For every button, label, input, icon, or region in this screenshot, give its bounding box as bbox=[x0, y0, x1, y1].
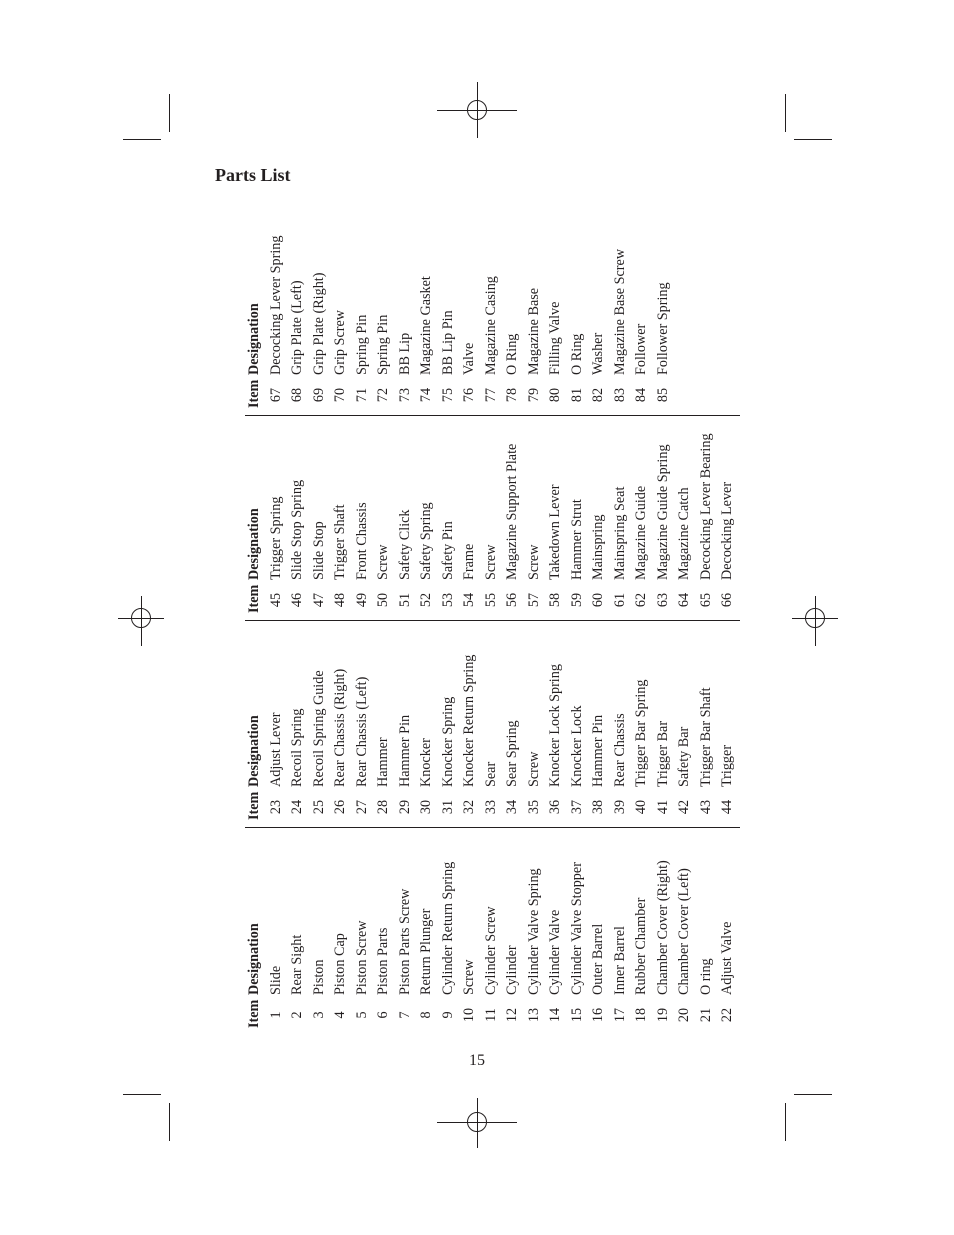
item-designation: Frame bbox=[461, 543, 477, 580]
item-number: 57 bbox=[525, 592, 542, 608]
item-number: 55 bbox=[482, 592, 499, 608]
item-number: 3 bbox=[310, 1011, 327, 1019]
item-number: 12 bbox=[504, 1007, 520, 1023]
item-designation: Piston Cap bbox=[332, 933, 348, 995]
item-designation: Piston Screw bbox=[353, 920, 370, 995]
item-number: 54 bbox=[461, 592, 477, 608]
crop-mark bbox=[123, 139, 161, 140]
item-designation: Grip Plate (Left) bbox=[289, 280, 305, 375]
item-designation: Hammer Pin bbox=[396, 714, 413, 787]
column-divider bbox=[245, 415, 740, 416]
registration-mark-right bbox=[792, 596, 838, 646]
item-designation: Decocking Lever Spring bbox=[267, 235, 284, 375]
item-designation: Trigger Shaft bbox=[332, 504, 348, 580]
item-designation: Slide Stop Spring bbox=[289, 479, 305, 580]
item-designation: Slide bbox=[267, 965, 284, 995]
item-number: 4 bbox=[332, 1011, 348, 1019]
item-designation: Hammer Pin bbox=[590, 714, 606, 787]
item-designation: Magazine Base Screw bbox=[611, 248, 628, 375]
item-designation: Knocker bbox=[418, 738, 434, 787]
item-number: 45 bbox=[267, 592, 284, 608]
item-number: 23 bbox=[267, 799, 284, 815]
item-number: 47 bbox=[310, 592, 327, 608]
item-designation: Piston Parts Screw bbox=[396, 888, 413, 995]
item-number: 5 bbox=[353, 1011, 370, 1019]
item-number: 76 bbox=[461, 387, 477, 403]
parts-column bbox=[245, 201, 745, 416]
registration-mark-top bbox=[437, 82, 517, 138]
crop-mark bbox=[169, 1103, 170, 1141]
item-designation: Hammer bbox=[375, 737, 391, 787]
item-designation: Slide Stop bbox=[310, 521, 327, 580]
item-number: 70 bbox=[332, 387, 348, 403]
header-designation: Designation bbox=[246, 923, 262, 995]
item-designation: Cylinder Screw bbox=[482, 906, 499, 995]
item-number: 66 bbox=[719, 592, 735, 608]
item-designation: Adjust Valve bbox=[719, 921, 735, 995]
item-designation: Cylinder Return Spring bbox=[439, 861, 456, 995]
item-designation: Chamber Cover (Left) bbox=[676, 868, 692, 995]
item-number: 52 bbox=[418, 592, 434, 608]
item-number: 15 bbox=[568, 1007, 585, 1023]
item-designation: Piston Parts bbox=[375, 927, 391, 995]
crop-mark bbox=[785, 94, 786, 132]
header-item: Item bbox=[246, 584, 262, 613]
item-designation: Piston bbox=[310, 959, 327, 995]
item-designation: Inner Barrel bbox=[611, 926, 628, 995]
item-designation: O ring bbox=[697, 958, 714, 995]
item-designation: Sear Spring bbox=[504, 720, 520, 787]
item-number: 83 bbox=[611, 387, 628, 403]
item-designation: Spring Pin bbox=[375, 314, 391, 375]
item-designation: Spring Pin bbox=[353, 314, 370, 375]
page-number: 15 bbox=[469, 1052, 485, 1069]
item-number: 9 bbox=[439, 1011, 456, 1019]
item-number: 68 bbox=[289, 387, 305, 403]
item-designation: Cylinder Valve Stopper bbox=[568, 862, 585, 995]
item-number: 17 bbox=[611, 1007, 628, 1023]
item-designation: Magazine Support Plate bbox=[504, 443, 520, 580]
item-number: 81 bbox=[568, 387, 585, 403]
item-designation: Cylinder Valve bbox=[547, 909, 563, 995]
registration-mark-left bbox=[118, 596, 164, 646]
header-designation: Designation bbox=[246, 508, 262, 580]
item-designation: O Ring bbox=[568, 333, 585, 375]
item-designation: Trigger Bar bbox=[654, 720, 671, 787]
item-designation: Grip Screw bbox=[332, 309, 348, 375]
item-number: 78 bbox=[504, 387, 520, 403]
item-number: 11 bbox=[482, 1008, 499, 1022]
parts-column bbox=[245, 406, 745, 621]
item-designation: BB Lip Pin bbox=[439, 310, 456, 375]
item-designation: Screw bbox=[375, 544, 391, 580]
item-designation: Rear Chassis (Left) bbox=[353, 676, 370, 787]
item-number: 64 bbox=[676, 592, 692, 608]
item-number: 41 bbox=[654, 799, 671, 815]
item-number: 2 bbox=[289, 1011, 305, 1019]
item-number: 50 bbox=[375, 592, 391, 608]
item-designation: Trigger bbox=[719, 744, 735, 787]
item-number: 36 bbox=[547, 799, 563, 815]
item-designation: Return Plunger bbox=[418, 908, 434, 995]
item-designation: Mainspring Seat bbox=[611, 486, 628, 580]
item-number: 38 bbox=[590, 799, 606, 815]
parts-column bbox=[245, 613, 745, 828]
crop-mark bbox=[785, 1103, 786, 1141]
item-designation: Hammer Strut bbox=[568, 499, 585, 580]
header-designation: Designation bbox=[246, 715, 262, 787]
item-designation: O Ring bbox=[504, 333, 520, 375]
item-designation: Knocker Return Spring bbox=[461, 654, 477, 787]
item-number: 60 bbox=[590, 592, 606, 608]
item-number: 58 bbox=[547, 592, 563, 608]
item-designation: Follower bbox=[633, 323, 649, 375]
item-number: 8 bbox=[418, 1011, 434, 1019]
item-number: 40 bbox=[633, 799, 649, 815]
item-number: 32 bbox=[461, 799, 477, 815]
item-number: 6 bbox=[375, 1011, 391, 1019]
item-number: 34 bbox=[504, 799, 520, 815]
item-number: 13 bbox=[525, 1007, 542, 1023]
item-number: 80 bbox=[547, 387, 563, 403]
item-number: 31 bbox=[439, 799, 456, 815]
item-number: 18 bbox=[633, 1007, 649, 1023]
item-designation: BB Lip bbox=[396, 332, 413, 375]
item-designation: Safety Pin bbox=[439, 521, 456, 580]
item-designation: Cylinder Valve Spring bbox=[525, 868, 542, 995]
item-number: 82 bbox=[590, 387, 606, 403]
crop-mark bbox=[794, 1094, 832, 1095]
item-designation: Rear Chassis (Right) bbox=[332, 668, 348, 787]
item-designation: Recoil Spring Guide bbox=[310, 670, 327, 787]
item-number: 73 bbox=[396, 387, 413, 403]
item-designation: Knocker Spring bbox=[439, 696, 456, 787]
item-designation: Screw bbox=[525, 544, 542, 580]
item-designation: Recoil Spring bbox=[289, 708, 305, 787]
item-designation: Takedown Lever bbox=[547, 484, 563, 580]
item-number: 53 bbox=[439, 592, 456, 608]
item-number: 16 bbox=[590, 1007, 606, 1023]
item-designation: Knocker Lock bbox=[568, 705, 585, 787]
item-number: 10 bbox=[461, 1007, 477, 1023]
item-number: 21 bbox=[697, 1007, 714, 1023]
crop-mark bbox=[123, 1094, 161, 1095]
item-designation: Screw bbox=[482, 544, 499, 580]
item-number: 44 bbox=[719, 799, 735, 815]
item-designation: Safety Spring bbox=[418, 502, 434, 580]
item-designation: Grip Plate (Right) bbox=[310, 272, 327, 375]
item-number: 77 bbox=[482, 387, 499, 403]
item-number: 20 bbox=[676, 1007, 692, 1023]
item-designation: Follower Spring bbox=[654, 282, 671, 375]
header-item: Item bbox=[246, 999, 262, 1028]
item-designation: Magazine Base bbox=[525, 287, 542, 375]
column-divider bbox=[245, 620, 740, 621]
item-number: 51 bbox=[396, 592, 413, 608]
item-designation: Safety Bar bbox=[676, 726, 692, 787]
item-number: 65 bbox=[697, 592, 714, 608]
item-number: 22 bbox=[719, 1007, 735, 1023]
item-designation: Valve bbox=[461, 342, 477, 375]
item-number: 14 bbox=[547, 1007, 563, 1023]
registration-mark-bottom bbox=[437, 1098, 517, 1148]
page-title: Parts List bbox=[215, 165, 291, 185]
item-designation: Trigger Bar Spring bbox=[633, 679, 649, 787]
item-number: 79 bbox=[525, 387, 542, 403]
item-number: 61 bbox=[611, 592, 628, 608]
item-designation: Magazine Gasket bbox=[418, 276, 434, 375]
header-item: Item bbox=[246, 791, 262, 820]
item-designation: Magazine Guide Spring bbox=[654, 444, 671, 580]
item-designation: Screw bbox=[461, 959, 477, 995]
column-divider bbox=[245, 827, 740, 828]
item-designation: Cylinder bbox=[504, 945, 520, 995]
item-number: 59 bbox=[568, 592, 585, 608]
item-number: 75 bbox=[439, 387, 456, 403]
item-number: 1 bbox=[267, 1011, 284, 1019]
item-number: 33 bbox=[482, 799, 499, 815]
item-designation: Magazine Catch bbox=[676, 487, 692, 580]
item-number: 28 bbox=[375, 799, 391, 815]
item-designation: Knocker Lock Spring bbox=[547, 664, 563, 787]
item-number: 39 bbox=[611, 799, 628, 815]
item-designation: Rear Sight bbox=[289, 934, 305, 995]
item-designation: Rubber Chamber bbox=[633, 897, 649, 995]
item-designation: Trigger Spring bbox=[267, 496, 284, 580]
item-number: 26 bbox=[332, 799, 348, 815]
item-number: 74 bbox=[418, 387, 434, 403]
item-designation: Chamber Cover (Right) bbox=[654, 860, 671, 995]
item-number: 67 bbox=[267, 387, 284, 403]
item-number: 46 bbox=[289, 592, 305, 608]
crop-mark bbox=[794, 139, 832, 140]
item-designation: Rear Chassis bbox=[611, 713, 628, 787]
item-number: 30 bbox=[418, 799, 434, 815]
item-designation: Sear bbox=[482, 761, 499, 787]
item-number: 43 bbox=[697, 799, 714, 815]
item-designation: Trigger Bar Shaft bbox=[697, 687, 714, 787]
header-designation: Designation bbox=[246, 303, 262, 375]
item-number: 42 bbox=[676, 799, 692, 815]
item-number: 69 bbox=[310, 387, 327, 403]
item-designation: Decocking Lever bbox=[719, 481, 735, 580]
item-designation: Decocking Lever Bearing bbox=[697, 433, 714, 580]
item-designation: Outer Barrel bbox=[590, 923, 606, 995]
item-designation: Filling Valve bbox=[547, 301, 563, 375]
item-designation: Safety Click bbox=[396, 509, 413, 580]
item-designation: Washer bbox=[590, 332, 606, 375]
item-designation: Mainspring bbox=[590, 514, 606, 580]
item-number: 27 bbox=[353, 799, 370, 815]
item-number: 19 bbox=[654, 1007, 671, 1023]
item-number: 84 bbox=[633, 387, 649, 403]
item-number: 29 bbox=[396, 799, 413, 815]
parts-column bbox=[245, 821, 745, 1036]
item-designation: Front Chassis bbox=[353, 502, 370, 580]
item-number: 63 bbox=[654, 592, 671, 608]
item-designation: Adjust Lever bbox=[267, 712, 284, 787]
crop-mark bbox=[169, 94, 170, 132]
item-number: 37 bbox=[568, 799, 585, 815]
item-number: 49 bbox=[353, 592, 370, 608]
item-designation: Screw bbox=[525, 751, 542, 787]
item-number: 35 bbox=[525, 799, 542, 815]
item-number: 62 bbox=[633, 592, 649, 608]
item-number: 7 bbox=[396, 1011, 413, 1019]
item-number: 25 bbox=[310, 799, 327, 815]
item-number: 48 bbox=[332, 592, 348, 608]
parts-table bbox=[245, 226, 745, 1036]
item-number: 71 bbox=[353, 387, 370, 403]
item-number: 72 bbox=[375, 387, 391, 403]
item-number: 85 bbox=[654, 387, 671, 403]
item-number: 24 bbox=[289, 799, 305, 815]
item-designation: Magazine Casing bbox=[482, 276, 499, 375]
item-designation: Magazine Guide bbox=[633, 485, 649, 580]
header-item: Item bbox=[246, 379, 262, 408]
item-number: 56 bbox=[504, 592, 520, 608]
